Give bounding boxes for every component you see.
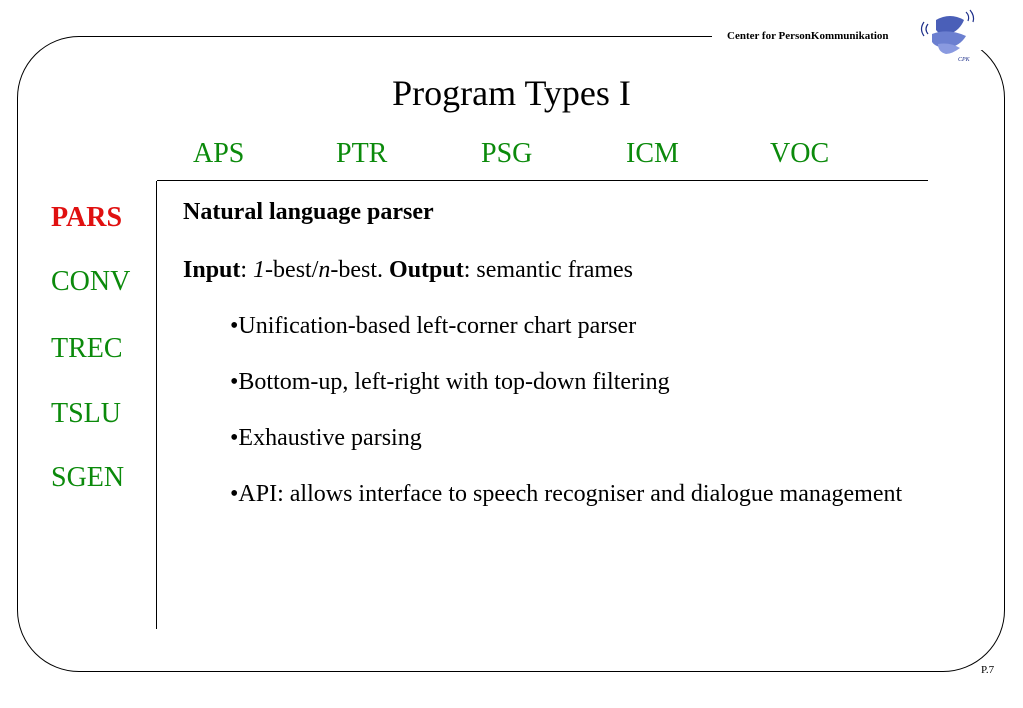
- input-best1: -best/: [265, 257, 319, 283]
- cpk-logo-icon: [918, 6, 978, 64]
- output-text: : semantic frames: [463, 257, 633, 283]
- list-item: •Exhaustive parsing: [230, 425, 422, 451]
- sidebar-item-sgen[interactable]: SGEN: [51, 462, 125, 493]
- input-output-line: [183, 256, 963, 284]
- tab-divider: [157, 180, 928, 181]
- slide-title: Program Types I: [392, 73, 631, 113]
- list-item: •Bottom-up, left-right with top-down filtering: [230, 369, 670, 395]
- sidebar-divider: [156, 181, 157, 629]
- feature-list: [183, 312, 963, 508]
- list-item: •Unification-based left-corner chart parser: [230, 313, 637, 339]
- tab-icm[interactable]: ICM: [626, 138, 679, 169]
- input-sep: :: [240, 257, 254, 283]
- input-n: n: [318, 257, 331, 283]
- logo-text: CPK: [958, 57, 970, 63]
- input-one: 1: [253, 257, 266, 283]
- content-panel: [183, 198, 963, 508]
- page-number: P.7: [981, 664, 995, 676]
- sidebar-item-tslu[interactable]: TSLU: [51, 398, 121, 429]
- sidebar-item-trec[interactable]: TREC: [51, 333, 123, 364]
- output-label: Output: [389, 257, 464, 283]
- org-name: Center for PersonKommunikation: [727, 30, 889, 42]
- sidebar-item-pars[interactable]: PARS: [51, 202, 123, 233]
- sidebar-item-conv[interactable]: CONV: [51, 266, 131, 297]
- input-best2: -best.: [330, 257, 390, 283]
- input-label: Input: [183, 257, 241, 283]
- list-item: •API: allows interface to speech recogniser and dialogue management: [230, 481, 903, 507]
- content-heading: Natural language parser: [183, 199, 434, 225]
- tab-voc[interactable]: VOC: [770, 138, 830, 169]
- tab-ptr[interactable]: PTR: [336, 138, 388, 169]
- tab-aps[interactable]: APS: [193, 138, 245, 169]
- tab-psg[interactable]: PSG: [481, 138, 533, 169]
